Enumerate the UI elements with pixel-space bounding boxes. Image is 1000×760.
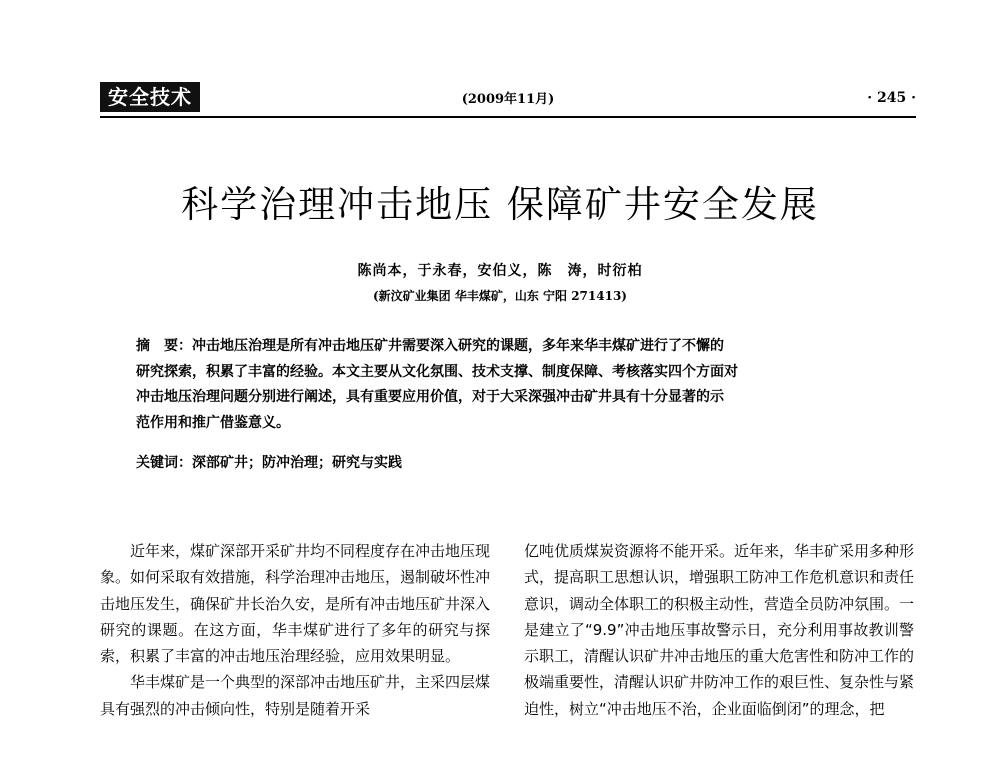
article-affiliation: (新汶矿业集团 华丰煤矿，山东 宁阳 271413) — [373, 289, 627, 303]
body-paragraph: 近年来，煤矿深部开采矿井均不同程度存在冲击地压现象。如何采取有效措施，科学治理冲击地压，遏制破坏性冲击地压发生，确保矿井长治久安，是所有冲击地压矿井深入研究的课题。在这方面，华丰煤矿进行了多年的研究与探索，积累了丰富的冲击地压治理经验，应用效果明显。 — [100, 542, 491, 666]
header-rule — [100, 116, 916, 118]
body-paragraph: 亿吨优质煤炭资源将不能开采。近年来，华丰矿采用多种形式，提高职工思想认识，增强职工防冲工作危机意识和责任意识，调动全体职工的积极主动性，营造全员防冲氛围。一是建立了“9.9”冲击地压事故警示日，充分利用事故教训警示职工，清醒认识矿井冲击地压的重大危害性和防冲工作的极端重要性，清醒认识矿井防冲工作的艰巨性、复杂性与紧迫性，树立“冲击地压不治，企业面临倒闭”的理念，把 — [524, 542, 915, 718]
section-tag: 安全技术 — [100, 82, 200, 112]
issue-date: (2009年11月) — [461, 92, 555, 107]
keywords-label: 关键词： — [136, 455, 192, 471]
abstract-label: 摘 要： — [136, 338, 192, 354]
article-authors: 陈尚本，于永春，安伯义，陈 涛，时衍柏 — [357, 263, 643, 279]
keywords — [136, 452, 402, 472]
abstract-line: 研究探索，积累了丰富的经验。本文主要从文化氛围、技术支撑、制度保障、考核落实四个方面对 — [136, 363, 738, 380]
article-title: 科学治理冲击地压 保障矿井安全发展 — [181, 183, 819, 226]
abstract-line-text: 冲击地压治理是所有冲击地压矿井需要深入研究的课题，多年来华丰煤矿进行了不懈的 — [192, 338, 724, 354]
body-column-left — [100, 538, 490, 722]
abstract-line: 范作用和推广借鉴意义。 — [136, 414, 290, 431]
abstract — [136, 334, 870, 436]
keywords-text: 深部矿井；防冲治理；研究与实践 — [192, 455, 402, 471]
abstract-line: 冲击地压治理问题分别进行阐述，具有重要应用价值，对于大采深强冲击矿井具有十分显著的示 — [136, 389, 724, 405]
body-column-right — [524, 538, 914, 722]
abstract-line — [136, 334, 870, 360]
body-paragraph: 华丰煤矿是一个典型的深部冲击地压矿井，主采四层煤具有强烈的冲击倾向性，特别是随着开采 — [100, 673, 491, 718]
page-number: · 245 · — [867, 90, 916, 106]
running-header — [100, 82, 916, 116]
